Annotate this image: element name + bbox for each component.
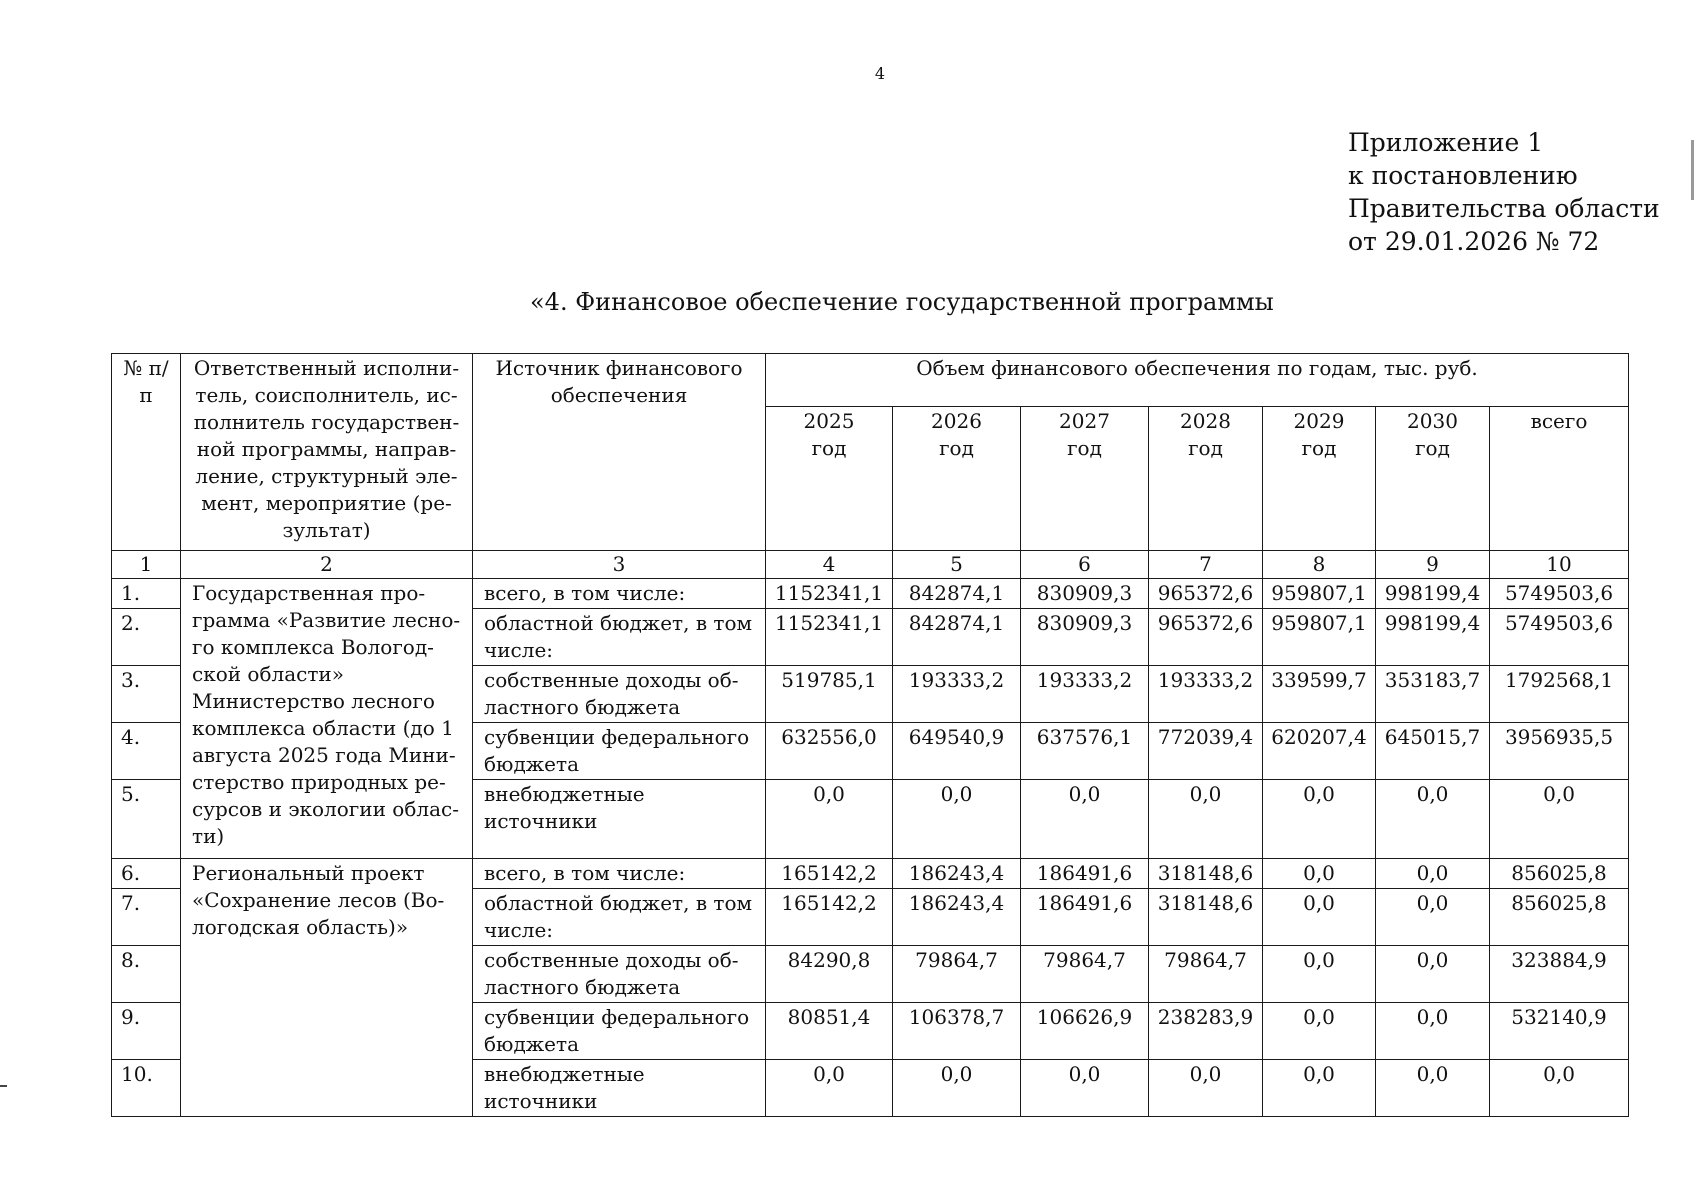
row-number: 8. [112, 946, 181, 1003]
column-number: 1 [112, 551, 181, 579]
value-year: 965372,6 [1149, 579, 1263, 609]
header-year-2030: 2030 год [1376, 407, 1490, 551]
row-number: 7. [112, 889, 181, 946]
value-year: 106626,9 [1021, 1003, 1149, 1060]
value-total: 532140,9 [1490, 1003, 1629, 1060]
value-year: 959807,1 [1263, 609, 1376, 666]
column-number: 10 [1490, 551, 1629, 579]
appendix-block [1348, 126, 1660, 258]
value-year: 959807,1 [1263, 579, 1376, 609]
value-year: 519785,1 [766, 666, 893, 723]
row-number: 10. [112, 1060, 181, 1117]
value-year: 0,0 [1376, 1003, 1490, 1060]
row-number: 5. [112, 780, 181, 859]
appendix-line-2: к постановлению [1348, 161, 1578, 190]
column-number: 6 [1021, 551, 1149, 579]
value-total: 0,0 [1490, 1060, 1629, 1117]
table-row [112, 579, 1629, 609]
row-number: 6. [112, 859, 181, 889]
value-total: 3956935,5 [1490, 723, 1629, 780]
funding-source: всего, в том числе: [473, 579, 766, 609]
appendix-line-1: Приложение 1 [1348, 128, 1544, 157]
column-number-row [112, 551, 1629, 579]
value-year: 0,0 [1263, 1060, 1376, 1117]
value-year: 318148,6 [1149, 859, 1263, 889]
funding-source: собственные доходы об-ластного бюджета [473, 946, 766, 1003]
value-year: 645015,7 [1376, 723, 1490, 780]
value-year: 165142,2 [766, 889, 893, 946]
value-year: 0,0 [893, 1060, 1021, 1117]
value-total: 5749503,6 [1490, 579, 1629, 609]
column-number: 5 [893, 551, 1021, 579]
responsible-executor: Государственная про-грамма «Развитие лесно-го комплекса Вологод-ской области» Министерство лесного комплекса области (до 1 августа 2025 года Мини-стерство природных ре-сурсов и экологии облас-ти) [181, 579, 473, 859]
row-number: 1. [112, 579, 181, 609]
value-year: 193333,2 [893, 666, 1021, 723]
value-year: 0,0 [1263, 889, 1376, 946]
value-year: 830909,3 [1021, 579, 1149, 609]
header-year-2029: 2029 год [1263, 407, 1376, 551]
column-number: 7 [1149, 551, 1263, 579]
value-year: 998199,4 [1376, 609, 1490, 666]
finance-table [111, 353, 1629, 1117]
value-year: 637576,1 [1021, 723, 1149, 780]
value-year: 79864,7 [1149, 946, 1263, 1003]
header-year-2025: 2025 год [766, 407, 893, 551]
value-year: 842874,1 [893, 609, 1021, 666]
value-total: 323884,9 [1490, 946, 1629, 1003]
appendix-line-3: Правительства области [1348, 194, 1660, 223]
value-year: 998199,4 [1376, 579, 1490, 609]
responsible-executor: Региональный проект «Сохранение лесов (Во-логодская область)» [181, 859, 473, 1117]
column-number: 8 [1263, 551, 1376, 579]
section-title: «4. Финансовое обеспечение государственной программы [530, 288, 1274, 316]
row-number: 4. [112, 723, 181, 780]
funding-source: областной бюджет, в том числе: [473, 609, 766, 666]
value-year: 0,0 [766, 780, 893, 859]
value-year: 0,0 [1263, 1003, 1376, 1060]
header-responsible: Ответственный исполни-тель, соисполнитель, ис-полнитель государствен-ной программы, направ-ление, структурный эле-мент, мероприятие (ре-зультат) [181, 354, 473, 551]
header-year-2027: 2027 год [1021, 407, 1149, 551]
value-year: 238283,9 [1149, 1003, 1263, 1060]
value-year: 649540,9 [893, 723, 1021, 780]
funding-source: собственные доходы об-ластного бюджета [473, 666, 766, 723]
value-year: 0,0 [1021, 1060, 1149, 1117]
value-year: 1152341,1 [766, 579, 893, 609]
value-year: 0,0 [1376, 1060, 1490, 1117]
value-total: 5749503,6 [1490, 609, 1629, 666]
page-number: 4 [874, 64, 886, 83]
value-year: 186243,4 [893, 889, 1021, 946]
value-year: 0,0 [1263, 780, 1376, 859]
value-year: 84290,8 [766, 946, 893, 1003]
value-year: 620207,4 [1263, 723, 1376, 780]
value-year: 193333,2 [1149, 666, 1263, 723]
column-number: 4 [766, 551, 893, 579]
funding-source: областной бюджет, в том числе: [473, 889, 766, 946]
scan-edge-mark [0, 1085, 7, 1087]
value-year: 1152341,1 [766, 609, 893, 666]
value-year: 186243,4 [893, 859, 1021, 889]
value-year: 830909,3 [1021, 609, 1149, 666]
value-year: 772039,4 [1149, 723, 1263, 780]
value-year: 0,0 [1149, 1060, 1263, 1117]
value-year: 79864,7 [1021, 946, 1149, 1003]
value-total: 856025,8 [1490, 889, 1629, 946]
funding-source: субвенции федерального бюджета [473, 1003, 766, 1060]
column-number: 9 [1376, 551, 1490, 579]
value-total: 0,0 [1490, 780, 1629, 859]
value-total: 1792568,1 [1490, 666, 1629, 723]
value-total: 856025,8 [1490, 859, 1629, 889]
value-year: 106378,7 [893, 1003, 1021, 1060]
table-row [112, 859, 1629, 889]
value-year: 0,0 [766, 1060, 893, 1117]
row-number: 2. [112, 609, 181, 666]
header-no: № п/п [112, 354, 181, 551]
funding-source: всего, в том числе: [473, 859, 766, 889]
value-year: 632556,0 [766, 723, 893, 780]
funding-source: субвенции федерального бюджета [473, 723, 766, 780]
header-source: Источник финансового обеспечения [473, 354, 766, 551]
value-year: 0,0 [1376, 859, 1490, 889]
header-row-1 [112, 354, 1629, 407]
value-year: 0,0 [1149, 780, 1263, 859]
value-year: 965372,6 [1149, 609, 1263, 666]
value-year: 842874,1 [893, 579, 1021, 609]
appendix-line-4: от 29.01.2026 № 72 [1348, 227, 1600, 256]
value-year: 0,0 [1376, 946, 1490, 1003]
value-year: 0,0 [1376, 889, 1490, 946]
column-number: 3 [473, 551, 766, 579]
value-year: 193333,2 [1021, 666, 1149, 723]
row-number: 3. [112, 666, 181, 723]
value-year: 186491,6 [1021, 889, 1149, 946]
value-year: 0,0 [1376, 780, 1490, 859]
value-year: 0,0 [1021, 780, 1149, 859]
header-volume: Объем финансового обеспечения по годам, тыс. руб. [766, 354, 1629, 407]
value-year: 80851,4 [766, 1003, 893, 1060]
header-year-2028: 2028 год [1149, 407, 1263, 551]
value-year: 79864,7 [893, 946, 1021, 1003]
value-year: 186491,6 [1021, 859, 1149, 889]
value-year: 0,0 [1263, 946, 1376, 1003]
value-year: 353183,7 [1376, 666, 1490, 723]
row-number: 9. [112, 1003, 181, 1060]
value-year: 0,0 [1263, 859, 1376, 889]
scan-edge-mark [1691, 140, 1694, 200]
value-year: 165142,2 [766, 859, 893, 889]
funding-source: внебюджетные источники [473, 780, 766, 859]
value-year: 0,0 [893, 780, 1021, 859]
value-year: 339599,7 [1263, 666, 1376, 723]
column-number: 2 [181, 551, 473, 579]
funding-source: внебюджетные источники [473, 1060, 766, 1117]
value-year: 318148,6 [1149, 889, 1263, 946]
header-year-2026: 2026 год [893, 407, 1021, 551]
header-total: всего [1490, 407, 1629, 551]
